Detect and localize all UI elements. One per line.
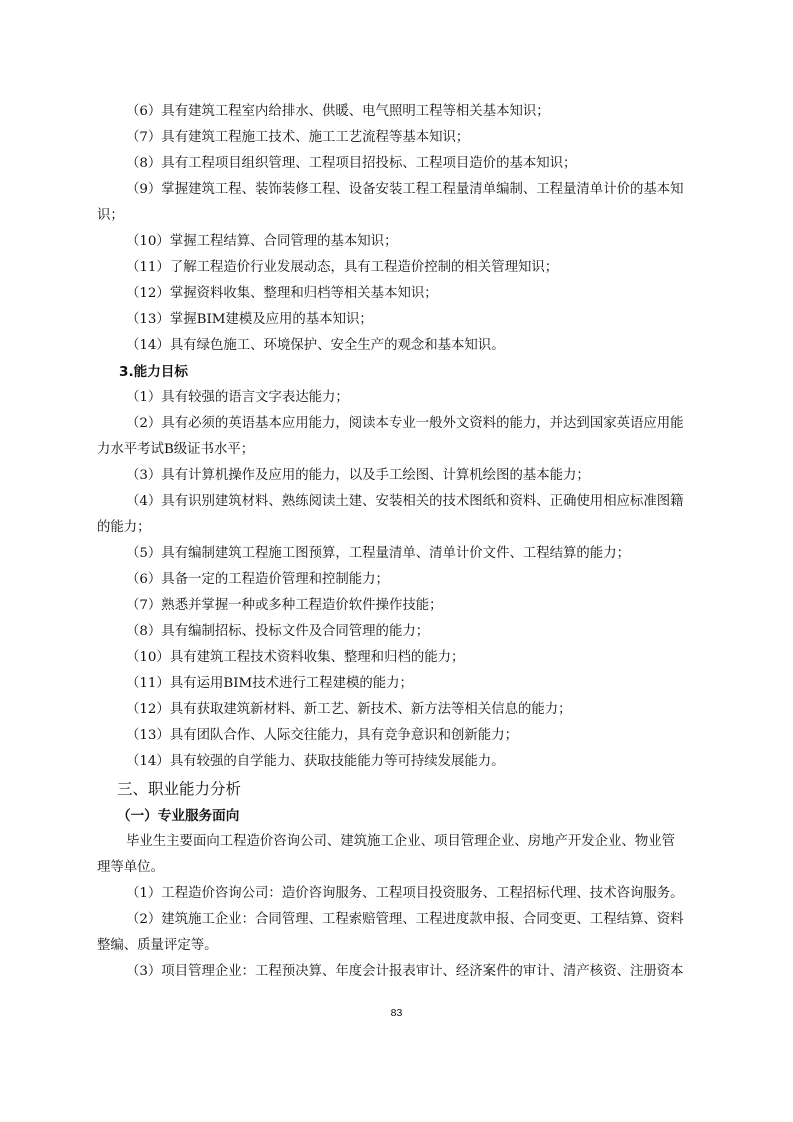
ability-item-continuation: 的能力； bbox=[97, 520, 151, 535]
service-paragraph-continuation: 理等单位。 bbox=[97, 860, 164, 875]
ability-item: （13）具有团队合作、人际交往能力，具有竞争意识和创新能力； bbox=[126, 728, 518, 743]
page-number: 83 bbox=[390, 1007, 403, 1019]
sub-section-title: （一）专业服务面向 bbox=[117, 808, 240, 824]
section-title: 三、职业能力分析 bbox=[117, 780, 242, 798]
knowledge-item: （11）了解工程造价行业发展动态，具有工程造价控制的相关管理知识； bbox=[126, 260, 559, 275]
ability-item: （2）具有必须的英语基本应用能力，阅读本专业一般外文资料的能力，并达到国家英语应用能 bbox=[126, 416, 684, 431]
ability-item: （14）具有较强的自学能力、获取技能能力等可持续发展能力。 bbox=[126, 754, 505, 769]
service-item-continuation: 整编、质量评定等。 bbox=[97, 938, 218, 953]
ability-item: （4）具有识别建筑材料、熟练阅读土建、安装相关的技术图纸和资料、正确使用相应标准图籍 bbox=[126, 494, 684, 509]
service-item: （2）建筑施工企业：合同管理、工程索赔管理、工程进度款申报、合同变更、工程结算、资料 bbox=[126, 912, 684, 927]
knowledge-item-continuation: 识； bbox=[97, 208, 124, 223]
knowledge-item: （6）具有建筑工程室内给排水、供暖、电气照明工程等相关基本知识； bbox=[126, 104, 550, 119]
knowledge-item: （14）具有绿色施工、环境保护、安全生产的观念和基本知识。 bbox=[126, 338, 505, 353]
ability-item: （12）具有获取建筑新材料、新工艺、新技术、新方法等相关信息的能力； bbox=[126, 702, 572, 717]
knowledge-item: （7）具有建筑工程施工技术、施工工艺流程等基本知识； bbox=[126, 130, 470, 145]
ability-item: （8）具有编制招标、投标文件及合同管理的能力； bbox=[126, 624, 430, 639]
ability-item: （7）熟悉并掌握一种或多种工程造价软件操作技能； bbox=[126, 598, 443, 613]
knowledge-item: （10）掌握工程结算、合同管理的基本知识； bbox=[126, 234, 398, 249]
service-item: （1）工程造价咨询公司：造价咨询服务、工程项目投资服务、工程招标代理、技术咨询服务。 bbox=[126, 886, 684, 901]
ability-item: （5）具有编制建筑工程施工图预算，工程量清单、清单计价文件、工程结算的能力； bbox=[126, 546, 630, 561]
ability-item: （10）具有建筑工程技术资料收集、整理和归档的能力； bbox=[126, 650, 465, 665]
knowledge-item: （8）具有工程项目组织管理、工程项目招投标、工程项目造价的基本知识； bbox=[126, 156, 577, 171]
service-item: （3）项目管理企业：工程预决算、年度会计报表审计、经济案件的审计、清产核资、注册资本 bbox=[126, 964, 684, 979]
knowledge-item: （9）掌握建筑工程、装饰装修工程、设备安装工程工程量清单编制、工程量清单计价的基本知 bbox=[126, 182, 684, 197]
ability-heading: 3.能力目标 bbox=[119, 364, 188, 380]
ability-item: （11）具有运用BIM技术进行工程建模的能力； bbox=[126, 676, 413, 691]
ability-item: （6）具备一定的工程造价管理和控制能力； bbox=[126, 572, 389, 587]
service-paragraph: 毕业生主要面向工程造价咨询公司、建筑施工企业、项目管理企业、房地产开发企业、物业管 bbox=[126, 834, 676, 849]
ability-item: （1）具有较强的语言文字表达能力； bbox=[126, 390, 349, 405]
ability-item-continuation: 力水平考试B级证书水平； bbox=[97, 442, 255, 457]
knowledge-item: （12）掌握资料收集、整理和归档等相关基本知识； bbox=[126, 286, 438, 301]
knowledge-item: （13）掌握BIM建模及应用的基本知识； bbox=[126, 312, 373, 327]
ability-item: （3）具有计算机操作及应用的能力，以及手工绘图、计算机绘图的基本能力； bbox=[126, 468, 590, 483]
